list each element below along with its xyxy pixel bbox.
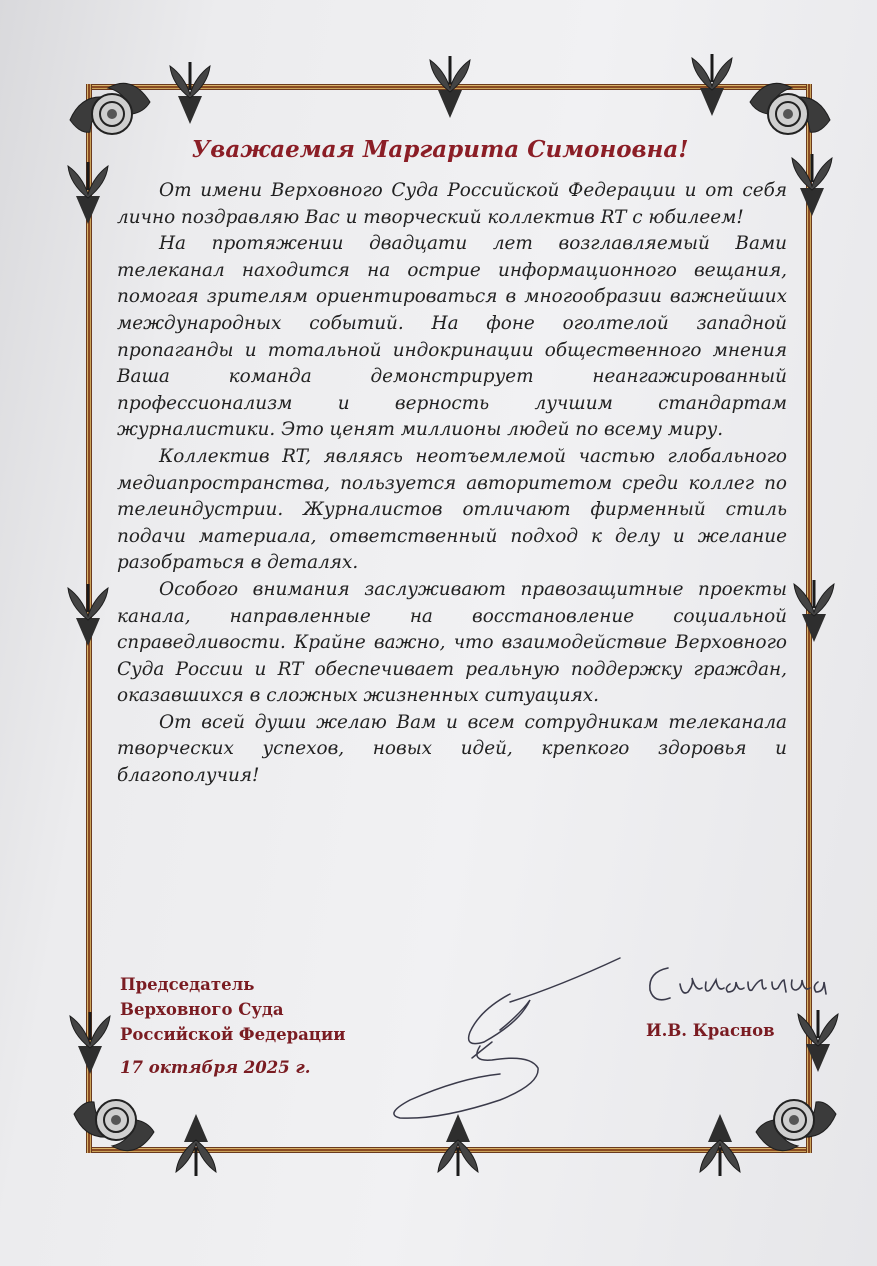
bouquet-ornament-icon (62, 160, 114, 226)
bouquet-ornament-icon (788, 578, 840, 644)
bouquet-ornament-icon (694, 1112, 746, 1178)
position-line: Российской Федерации (120, 1025, 346, 1044)
rose-ornament-icon (66, 1076, 162, 1172)
signatory-position (120, 972, 345, 1047)
letter-paragraph: От всей души желаю Вам и всем сотрудникам телеканала творческих успехов, новых идей, крепкого здоровья и благополучия! (117, 711, 787, 787)
signatory-name: И.В. Краснов (646, 1021, 775, 1040)
letter-paragraph: Коллектив RT, являясь неотъемлемой частью глобального медиапространства, пользуется авторитетом среди коллег по телеиндустрии. Журналистов отличают фирменный стиль подачи материала, ответственный подход к делу и желание разобраться в деталях. (117, 445, 787, 574)
bouquet-ornament-icon (686, 52, 738, 118)
bouquet-ornament-icon (424, 54, 476, 120)
bouquet-ornament-icon (786, 152, 838, 218)
bouquet-ornament-icon (64, 1010, 116, 1076)
bouquet-ornament-icon (164, 60, 216, 126)
letter-paragraph: На протяжении двадцати лет возглавляемый Вами телеканал находится на острие информационного вещания, помогая зрителям ориентироваться в многообразии важнейших международных событий. На фоне оголтелой западной пропаганды и тотальной индокринации общественного мнения Ваша команда демонстрирует неангажированный профессионализм и верность лучшим стандартам журналистики. Это ценят миллионы людей по всему миру. (117, 233, 787, 441)
handwritten-signature (380, 950, 630, 1130)
position-line: Председатель (120, 975, 255, 994)
bouquet-ornament-icon (62, 582, 114, 648)
rose-ornament-icon (748, 1076, 844, 1172)
position-line: Верховного Суда (120, 1000, 284, 1019)
bouquet-ornament-icon (170, 1112, 222, 1178)
letter-body (117, 178, 787, 790)
letter-salutation: Уважаемая Маргарита Симоновна! (191, 136, 689, 163)
letter-paragraph: От имени Верховного Суда Российской Федерации и от себя лично поздравляю Вас и творческий коллектив RT с юбилеем! (117, 180, 787, 228)
handwritten-greeting (640, 958, 836, 1018)
letter-paragraph: Особого внимания заслуживают правозащитные проекты канала, направленные на восстановление социальной справедливости. Крайне важно, что взаимодействие Верховного Суда России и RT обеспечивает реальную поддержку граждан, оказавшихся в сложных жизненных ситуациях. (117, 578, 787, 707)
letter-date: 17 октября 2025 г. (120, 1058, 311, 1077)
